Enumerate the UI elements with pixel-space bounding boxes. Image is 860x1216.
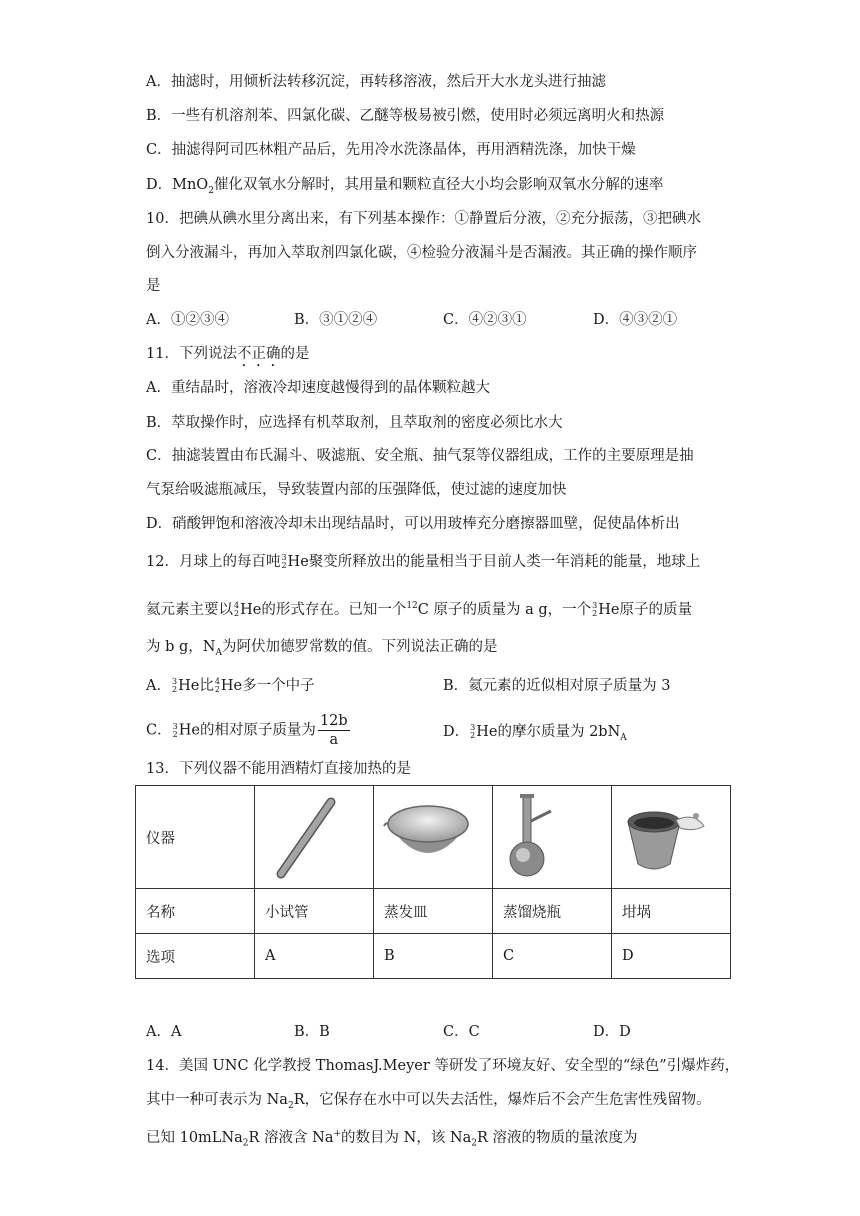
- he3-notation: 3 2: [172, 721, 178, 739]
- q12-l1-pre: 12．月球上的每百吨: [146, 554, 281, 570]
- q13-option-a: A．A: [146, 1024, 182, 1040]
- option-cell: B: [374, 934, 493, 979]
- he-symbol: He: [287, 554, 309, 570]
- q12-option-a: A． 3 2 He比 4 2 He多一个中子: [146, 677, 315, 694]
- test-tube-image: [255, 786, 374, 889]
- name-cell: 小试管: [255, 889, 374, 934]
- q11-stem-post: 的是: [280, 346, 310, 362]
- table-row: [136, 889, 731, 934]
- q9-d-sub: 2: [208, 185, 214, 196]
- he4-notation: 4 2: [214, 677, 220, 694]
- option-cell: D: [612, 934, 731, 979]
- q12-l2-c: C 原子的质量为 a g，一个: [417, 601, 592, 618]
- q13-option-b: B．B: [294, 1024, 330, 1040]
- q9-d-pre: D．MnO: [146, 177, 209, 193]
- option-cell: C: [493, 934, 612, 979]
- q11-option-c-1: C．抽滤装置由布氏漏斗、吸滤瓶、安全瓶、抽气泵等仪器组成，工作的主要原理是抽: [146, 448, 694, 464]
- q14-stem-2: 其中一种可表示为 $Na_2R$，它保存在水中可以失去活性，爆炸后不会产生危害性残留物。: [146, 1092, 711, 1111]
- he3-notation: 3 2: [281, 553, 287, 570]
- q12-l2-post: 原子的质量: [619, 601, 692, 618]
- he3-notation: 3 2: [171, 677, 178, 694]
- q10-option-c: C．④②③①: [443, 312, 527, 328]
- q11-option-b: B．萃取操作时，应选择有机萃取剂，且萃取剂的密度必须比水大: [146, 415, 563, 431]
- he3-notation: 3 2: [470, 723, 476, 740]
- option-cell: A: [255, 934, 374, 979]
- table-row: [136, 934, 731, 979]
- q12-option-b: B．氦元素的近似相对原子质量为 3: [443, 678, 671, 694]
- name-cell: 蒸馏烧瓶: [493, 889, 612, 934]
- q13-option-c: C．C: [443, 1024, 480, 1040]
- q13-stem: 13．下列仪器不能用酒精灯直接加热的是: [146, 761, 411, 777]
- he3-notation: 3 2: [592, 600, 598, 618]
- q12-l3-pre: 为 b g，N: [146, 639, 216, 655]
- q12-l2-pre: 氦元素主要以: [146, 601, 233, 618]
- c12-mass: 12: [406, 601, 418, 611]
- q9-option-a: A．抽滤时，用倾析法转移沉淀，再转移溶液，然后开大水龙头进行抽滤: [146, 74, 606, 90]
- he-symbol: He: [598, 601, 620, 618]
- q9-d-post: 催化双氧水分解时，其用量和颗粒直径大小均会影响双氧水分解的速率: [213, 177, 664, 193]
- q12-stem-3: [146, 637, 497, 663]
- q12-option-d: D． 3 2 He的摩尔质量为 $2bN_A$: [443, 723, 627, 743]
- name-cell: 蒸发皿: [374, 889, 493, 934]
- table-row: [136, 786, 731, 889]
- q13-option-d: D．D: [593, 1024, 631, 1040]
- q12-l3-post: 为阿伏加德罗常数的值。下列说法正确的是: [221, 639, 498, 655]
- q10-stem-3: 是: [146, 278, 161, 294]
- row-label-instrument: 仪器: [136, 786, 255, 889]
- instrument-table: [135, 785, 731, 979]
- row-label-option: 选项: [136, 934, 255, 979]
- q11-stem-pre: 11．下列说法: [146, 346, 237, 362]
- q11-option-d: D．硝酸钾饱和溶液冷却未出现结晶时，可以用玻棒充分磨擦器皿壁，促使晶体析出: [146, 516, 680, 532]
- q11-stem-emphasis: 不正确: [236, 346, 281, 362]
- q11-option-c-2: 气泵给吸滤瓶减压，导致装置内部的压强降低，使过滤的速度加快: [146, 482, 567, 498]
- q10-option-a: A．①②③④: [146, 312, 229, 328]
- name-cell: 坩埚: [612, 889, 731, 934]
- q12-option-c: C． 3 2 He的相对原子质量为 $\frac{12b}{a}$: [146, 713, 348, 748]
- he4-notation: 4 2: [234, 600, 240, 618]
- q12-l3-sub: A: [215, 647, 222, 658]
- q12-l1-post: 聚变所释放出的能量相当于目前人类一年消耗的能量，地球上: [308, 554, 701, 570]
- q11-stem: [146, 344, 309, 370]
- q9-option-b: B．一些有机溶剂苯、四氯化碳、乙醚等极易被引燃，使用时必须远离明火和热源: [146, 108, 665, 124]
- he-symbol: He: [240, 601, 262, 618]
- q9-option-d: [146, 175, 663, 201]
- q12-stem-1: [146, 552, 700, 572]
- q10-option-d: D．④③②①: [593, 312, 678, 328]
- q12-l2-mid: 的形式存在。已知一个: [261, 601, 407, 618]
- row-label-name: 名称: [136, 889, 255, 934]
- q11-option-a: A．重结晶时，溶液冷却速度越慢得到的晶体颗粒越大: [146, 380, 490, 396]
- fraction-12b-over-a: $\frac{12b}{a}$: [319, 713, 348, 748]
- distilling-flask-image: [493, 786, 612, 889]
- q10-option-b: B．③①②④: [294, 312, 378, 328]
- q14-stem-1: 14．美国 UNC 化学教授 ThomasJ.Meyer 等研发了环境友好、安全型的“绿色”引爆炸药，: [146, 1058, 740, 1074]
- q9-option-c: C．抽滤得阿司匹林粗产品后，先用冷水洗涤晶体，再用酒精洗涤，加快干燥: [146, 142, 636, 158]
- crucible-image: [612, 786, 731, 889]
- q12-stem-2: [146, 596, 692, 620]
- q10-stem-1: 10．把碘从碘水里分离出来，有下列基本操作：①静置后分液，②充分振荡，③把碘水: [146, 211, 701, 227]
- evaporating-dish-image: [374, 786, 493, 889]
- q10-stem-2: 倒入分液漏斗，再加入萃取剂四氯化碳，④检验分液漏斗是否漏液。其正确的操作顺序: [146, 245, 697, 261]
- q14-stem-3: 已知 10mLNa$_2$R 溶液含 Na+的数目为 N，该 $Na_2R$ 溶液的物质的量浓度为: [146, 1129, 638, 1149]
